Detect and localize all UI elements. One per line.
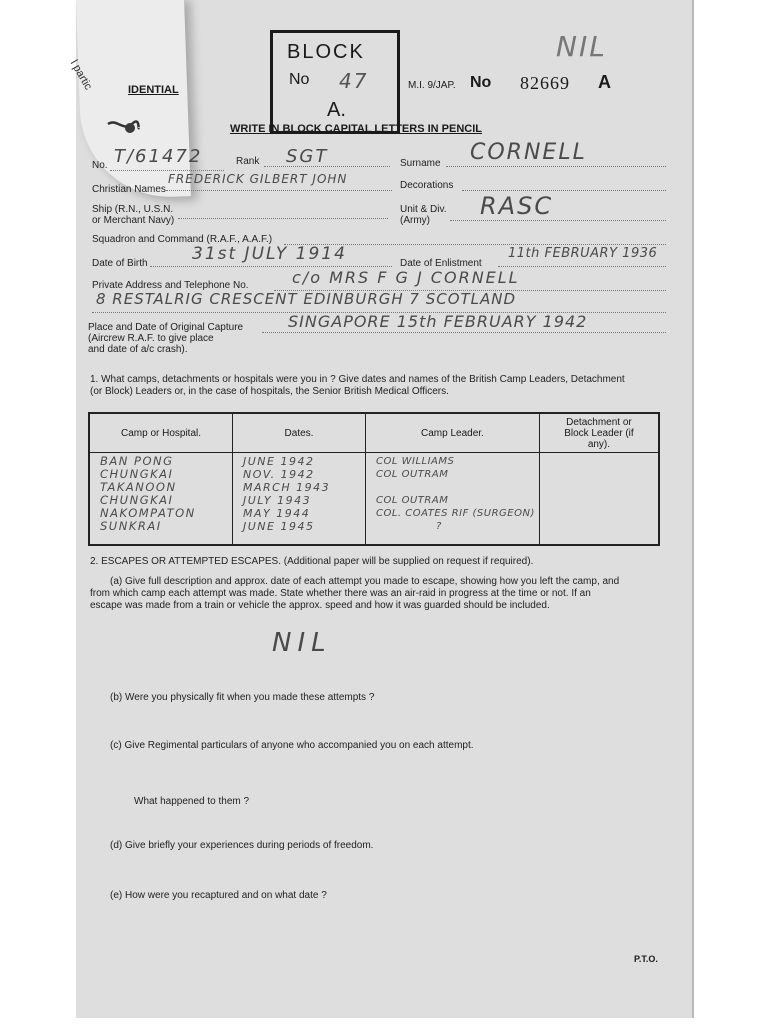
leader-cell: COL WILLIAMS [376,456,455,467]
q2-a-line-2: from which camp each attempt was made. State whether there was an air-raid in progress at the time or not. If an [90,588,591,599]
date-cell: NOV. 1942 [243,468,315,481]
camp-cell: CHUNGKAI [100,467,174,481]
detachment-cell [539,453,659,546]
date-cell: MARCH 1943 [243,481,331,494]
q2-a-answer: NIL [272,628,332,658]
q2-a-line-3: escape was made from a train or vehicle the approx. speed and how it was guarded should be included. [90,600,550,611]
leader-cell: COL OUTRAM [376,469,449,480]
stamp-number: 47 [339,69,369,93]
leader-cell: COL OUTRAM [376,495,449,506]
camp-cell: CHUNGKAI [100,493,174,507]
christian-label: Christian Names [92,184,166,195]
corner-text: l partic [67,58,95,93]
address-value-1: c/o MRS F G J CORNELL [292,268,520,287]
form-number: 82669 [520,73,570,93]
rank-value: SGT [286,146,329,167]
enlist-value: 11th FEBRUARY 1936 [508,246,658,261]
surname-value: CORNELL [470,140,587,165]
dob-value: 31st JULY 1914 [192,244,347,264]
enlist-label: Date of Enlistment [400,258,482,269]
camp-cell: SUNKRAI [100,519,162,533]
instruction-heading: WRITE IN BLOCK CAPITAL LETTERS IN PENCIL [230,123,482,135]
date-cell: JUNE 1942 [243,455,315,468]
col-detachment-header: Detachment or Block Leader (if any). [539,413,659,453]
pto-label: P.T.O. [634,954,658,964]
ship-label: Ship (R.N., U.S.N. or Merchant Navy) [92,204,175,226]
form-suffix: A [598,72,611,92]
surname-label: Surname [400,158,441,169]
q2-a-line-1: (a) Give full description and approx. date of each attempt you made to escape, showing how you left the camp, and [110,576,620,587]
stamp-letter: A. [327,99,346,121]
dob-label: Date of Birth [92,258,148,269]
date-cell: JULY 1943 [243,494,312,507]
date-cell: JUNE 1945 [243,520,315,533]
col-leader-header: Camp Leader. [366,413,540,453]
table-row [89,453,659,546]
string-tie [106,116,140,138]
camp-cell: BAN PONG [100,454,174,468]
q2-c-followup: What happened to them ? [134,796,250,807]
capture-label: Place and Date of Original Capture (Aircrew R.A.F. to give place and date of a/c crash). [88,322,244,355]
no-label: No. [92,160,108,171]
q1-text-2: (or Block) Leaders or, in the case of hospitals, the Senior British Medical Officers. [90,386,449,397]
camp-cell: TAKANOON [100,480,177,494]
confidential-label: IDENTIAL [128,84,179,96]
q2-d: (d) Give briefly your experiences during periods of freedom. [110,840,374,851]
camps-table [88,412,660,546]
number-label: No [470,74,492,91]
form-code: M.I. 9/JAP. [408,80,456,91]
leader-cell: COL. COATES RIF (SURGEON) [376,508,535,519]
q2-b: (b) Were you physically fit when you made these attempts ? [110,692,375,703]
leader-cell [376,481,535,494]
christian-value: FREDERICK GILBERT JOHN [168,172,348,186]
stamp-block: BLOCK [287,41,365,63]
stamp-no: No [289,71,310,88]
no-value: T/61472 [114,146,203,167]
date-cell: MAY 1944 [243,507,311,520]
unit-value: RASC [480,192,554,220]
leader-cell: ? [436,521,442,532]
decorations-label: Decorations [400,180,454,191]
address-label: Private Address and Telephone No. [92,280,249,291]
block-stamp [270,30,400,134]
capture-value: SINGAPORE 15th FEBRUARY 1942 [288,312,588,331]
camp-cell: NAKOMPATON [100,506,196,520]
address-value-2: 8 RESTALRIG CRESCENT EDINBURGH 7 SCOTLAND [96,290,517,308]
q2-c: (c) Give Regimental particulars of anyone who accompanied you on each attempt. [110,740,474,751]
unit-label: Unit & Div. (Army) [400,204,447,226]
col-camp-header: Camp or Hospital. [89,413,233,453]
q2-heading: 2. ESCAPES OR ATTEMPTED ESCAPES. (Additional paper will be supplied on request if required). [90,556,534,567]
q1-text-1: 1. What camps, detachments or hospitals were you in ? Give dates and names of the British Camp Leaders, Detachment [90,374,625,385]
rank-label: Rank [236,156,260,167]
q2-e: (e) How were you recaptured and on what date ? [110,890,327,901]
top-nil-note: NIL [556,30,607,63]
col-dates-header: Dates. [233,413,366,453]
squadron-label: Squadron and Command (R.A.F., A.A.F.) [92,234,273,245]
